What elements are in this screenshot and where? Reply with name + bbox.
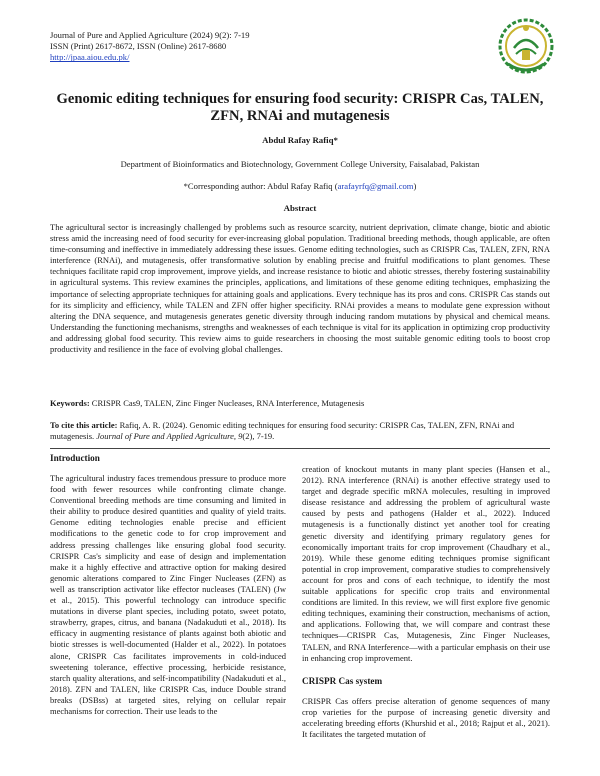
journal-citation-line: Journal of Pure and Applied Agriculture (2024) 9(2): 7-19 bbox=[50, 30, 250, 40]
crispr-section-text: CRISPR Cas offers precise alteration of genome sequences of many crop varieties for the purpose of increasing genetic diversity and accelerating breeding efforts (Khurshid et al., 2018; Rajput et al., 2021). It facilitates the targeted mutation of bbox=[302, 695, 550, 739]
introduction-text-right: creation of knockout mutants in many plant species (Hansen et al., 2012). RNA interference (RNAi) is another effective strategy used to target and degrade specific mRNA molecules, resulting in improved disease resistance and addressing the problem of agricultural waste caused by pests and pathogens (Halder et al., 2022). Induced mutagenesis is a functionally distinct yet another tool for creating genetic diversity and identifying primary regulatory genes for economically important traits for crop improvement (Chaudhary et al., 2019). While these genome editing techniques promise significant potential in crop improvement, comparative studies to comprehensively account for pros and cons of each technique, to identify the most suitable applications for specific crop traits and environmental conditions are limited. In this review, we will first explore five genomic editing techniques, examining their construction, mechanisms of action, and applications. Following that, we will compare and contrast these techniques—CRISPR Cas, Mutagenesis, Zinc Finger Nucleases, TALEN, and RNA Interference—with a particular emphasis on their use in enhancing crop improvement. bbox=[302, 464, 550, 663]
citation bbox=[50, 420, 550, 442]
section-divider bbox=[50, 448, 550, 449]
left-column bbox=[50, 453, 286, 717]
citation-text: Rafiq, A. R. (2024). Genomic editing techniques for ensuring food security: CRISPR Cas, TALEN, ZFN, RNAi and mutagenesis. bbox=[50, 420, 515, 442]
crispr-section-heading: CRISPR Cas system bbox=[302, 675, 383, 686]
introduction-text-left: The agricultural industry faces tremendous pressure to produce more food with fewer resources while confronting climate change. Conventional breeding methods are time consuming and limited in their ability to produce desired quantities and quality of yield traits. Genome editing technologies enable precise and efficient modifications to the genetic code to for crop improvement and address pressing challenges like ensuring global food security. CRISPR Cas's simplicity and ease of design and implementation make it a highly effective and attractive option for making desired genomic alterations compared to Zinc Finger Nucleases (ZFN) as well as transcription activator like effector nucleases (TALEN) (Jw et al., 2015). This powerful technology can introduce specific mutations in diverse plant species, including potato, sweet potato, strawberry, grapes, citrus, and banana (Nadakuduti et al., 2018). Its efficacy in augmenting resistance of plants against both abiotic and biotic stresses is well-documented (Halder et al., 2022). In potatoes alone, CRISPR Cas facilitates improvements in cold-induced sweetening tolerance, effective processing, herbicide resistance, starch quality alterations, and self-incompatibility (Nadakuduti et al., 2018). ZFN and TALEN, like CRISPR Cas, induce Double strand breaks (DSBss) at targeted sites, relying on cellular repair mechanisms for correction. Their use leads to the bbox=[50, 473, 286, 716]
right-column bbox=[302, 464, 550, 740]
abstract-text: The agricultural sector is increasingly challenged by problems such as resource scarcity, nutrient deprivation, climate change, biotic and abiotic stress amid the increasing need of food security for ever-increasing global population. Traditional breeding methods, though applicable, are often time-consuming and ineffective in immediately addressing these issues. Genome editing technologies, such as CRISPR Cas, TALEN, ZFN, RNA interference (RNAi), and mutagenesis, offer transformative solution by enabling precise and fruitful modifications to plant genomes. These techniques facilitate rapid crop improvement, improve yields, and increase resistance to biotic and abiotic stresses, thereby fostering sustainability in agricultural systems. This review examines the principles, applications, and limitations of these genome editing techniques, emphasizing the importance of selecting appropriate techniques for attaining goals and applications. Every technique has its pros and cons. CRISPR Cas stands out for its simplicity and efficiency, while TALEN and ZFN offer higher specificity. RNAi provides a means to modulate gene expression without altering the DNA sequence, and mutagenesis generates genetic diversity through inducing random mutations by physical and chemical means. Understanding the functioning mechanisms, strengths and weaknesses of each technique is vital for its application in optimizing crop productivity and addressing global food security. This review aims to guide researchers in choosing the most suitable genomic editing tools to boost crop productivity and resilience in the face of evolving global challenges. bbox=[50, 222, 550, 355]
abstract-heading: Abstract bbox=[283, 203, 317, 213]
corresponding-author bbox=[0, 181, 600, 191]
author-name: Abdul Rafay Rafiq* bbox=[262, 135, 338, 145]
corresponding-prefix: *Corresponding author: Abdul Rafay Rafiq ( bbox=[183, 181, 338, 191]
paper-title: Genomic editing techniques for ensuring food security: CRISPR Cas, TALEN, ZFN, RNAi and mutagenesis bbox=[56, 91, 544, 124]
university-seal-logo bbox=[494, 14, 558, 78]
corresponding-email-link[interactable]: arafayrfq@gmail.com bbox=[337, 181, 414, 191]
journal-header bbox=[50, 30, 250, 64]
citation-label: To cite this article: bbox=[50, 420, 118, 430]
citation-journal: Journal of Pure and Applied Agriculture, 9 bbox=[96, 431, 243, 442]
keywords-text: CRISPR Cas9, TALEN, Zinc Finger Nucleases, RNA Interference, Mutagenesis bbox=[89, 398, 365, 408]
author-affiliation: Department of Bioinformatics and Biotechnology, Government College University, Faisalabad, Pakistan bbox=[120, 159, 480, 169]
introduction-heading: Introduction bbox=[50, 453, 100, 463]
keywords-label: Keywords: bbox=[50, 398, 90, 408]
corresponding-suffix: ) bbox=[413, 181, 417, 191]
citation-end: (2), 7-19. bbox=[242, 431, 275, 442]
issn-line: ISSN (Print) 2617-8672, ISSN (Online) 2617-8680 bbox=[50, 41, 227, 52]
journal-url-link[interactable]: http://jpaa.aiou.edu.pk/ bbox=[50, 52, 130, 63]
keywords bbox=[50, 398, 550, 409]
